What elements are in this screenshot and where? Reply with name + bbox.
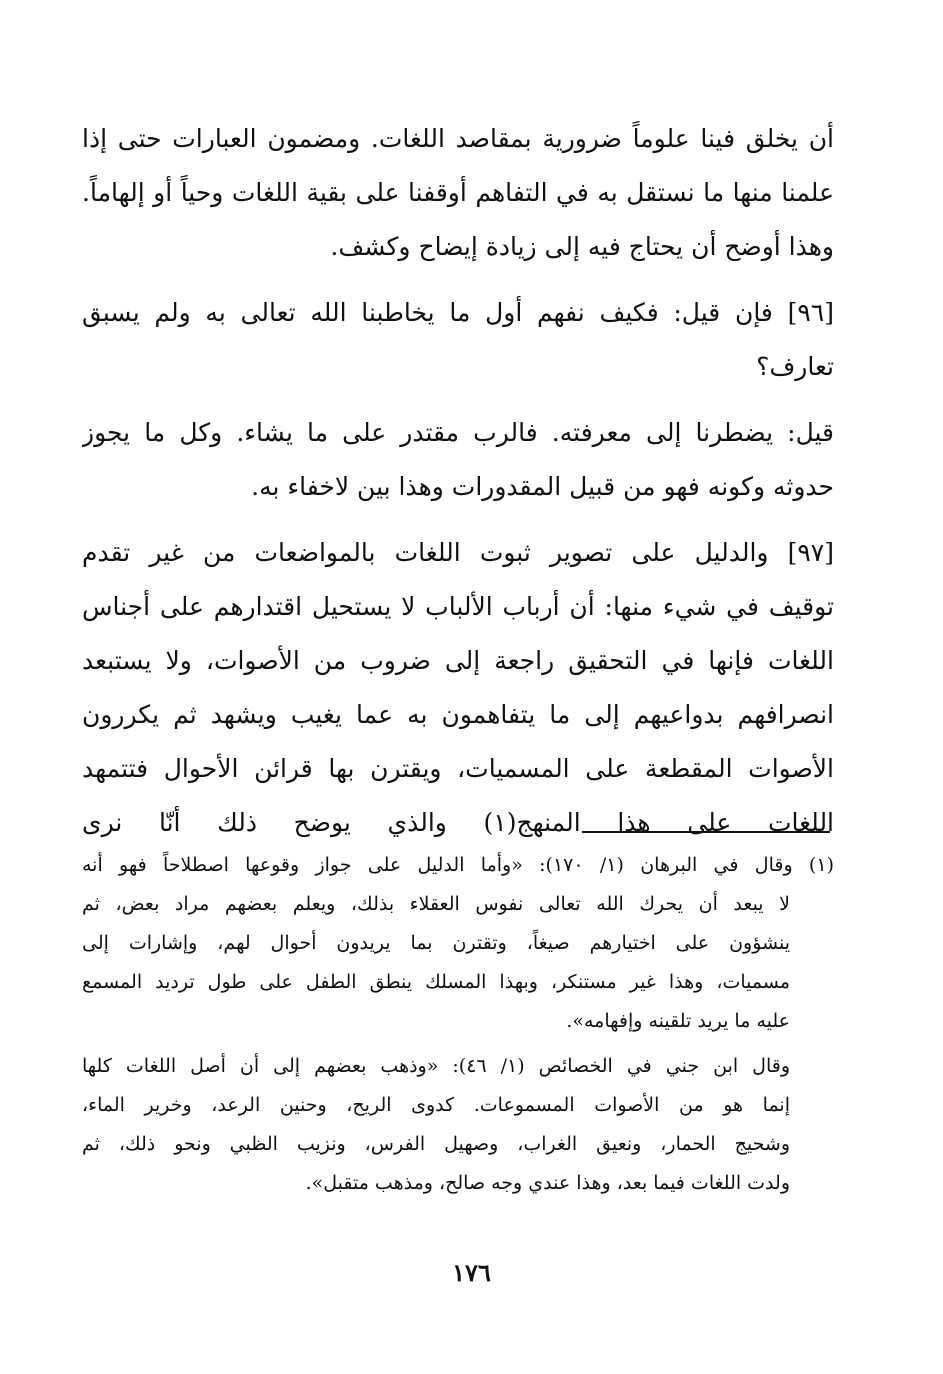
text-line: حدوثه وكونه فهو من قبيل المقدورات وهذا بين لاخفاء به. (251, 472, 834, 501)
text-line: علمنا منها ما نستقل به في التفاهم أوقفنا على بقية اللغات وحياً أو إلهاماً. (82, 178, 834, 207)
text-line: انصرافهم بدواعيهم إلى ما يتفاهمون به عما يغيب ويشهد ثم يكررون (82, 700, 834, 729)
footnote-line: (١) وقال في البرهان (١/ ١٧٠): «وأما الدليل على جواز وقوعها اصطلاحاً فهو أنه (82, 854, 834, 876)
footnote (82, 846, 834, 1041)
text-line: وهذا أوضح أن يحتاج فيه إلى زيادة إيضاح وكشف. (330, 232, 834, 261)
text-line: الأصوات المقطعة على المسميات، ويقترن بها قرائن الأحوال فتتمهد (82, 754, 834, 783)
footnote-divider (582, 831, 830, 833)
text-line: توقيف في شيء منها: أن أرباب الألباب لا يستحيل اقتدارهم على أجناس (82, 592, 834, 621)
text-line: قيل: يضطرنا إلى معرفته. فالرب مقتدر على ما يشاء. وكل ما يجوز (82, 418, 834, 447)
footnote-line: ولدت اللغات فيما بعد، وهذا عندي وجه صالح، ومذهب متقبل». (305, 1172, 790, 1194)
footnote-line: وقال ابن جني في الخصائص (١/ ٤٦): «وذهب بعضهم إلى أن أصل اللغات كلها (82, 1055, 790, 1077)
page-number: ١٧٦ (452, 1258, 491, 1287)
text-line: أن يخلق فينا علوماً ضرورية بمقاصد اللغات. ومضمون العبارات حتى إذا (82, 124, 834, 153)
paragraph (82, 526, 834, 850)
paragraph (82, 406, 834, 514)
main-text (82, 112, 834, 850)
footnote-line: إنما هو من الأصوات المسموعات. كدوى الريح، وحنين الرعد، وخرير الماء، (82, 1094, 790, 1116)
paragraph (82, 286, 834, 394)
footnote-line: لا يبعد أن يحرك الله تعالى نفوس العقلاء بذلك، ويعلم بعضهم مراد بعض، ثم (82, 893, 790, 915)
paragraph (82, 112, 834, 274)
footnote-line: عليه ما يريد تلقينه وإفهامه». (566, 1010, 790, 1032)
footnote-line: مسميات، وهذا غير مستنكر، وبهذا المسلك ينطق الطفل على طول ترديد المسمع (82, 971, 790, 993)
footnotes (82, 846, 834, 1203)
footnote (82, 1047, 834, 1203)
text-line: تعارف؟ (756, 352, 834, 381)
text-line: اللغات على هذا المنهج(١) والذي يوضح ذلك أنّا نرى (82, 808, 834, 837)
text-line: [٩٧] والدليل على تصوير ثبوت اللغات بالمواضعات من غير تقدم (82, 538, 834, 567)
text-line: اللغات فإنها في التحقيق راجعة إلى ضروب من الأصوات، ولا يستبعد (82, 646, 834, 675)
text-line: [٩٦] فإن قيل: فكيف نفهم أول ما يخاطبنا الله تعالى به ولم يسبق (82, 298, 834, 327)
footnote-line: ينشؤون على اختيارهم صيغاً، وتقترن بما يريدون أحوال لهم، وإشارات إلى (82, 932, 790, 954)
footnote-line: وشحيج الحمار، ونعيق الغراب، وصهيل الفرس، ونزيب الظبي ونحو ذلك، ثم (82, 1133, 790, 1155)
